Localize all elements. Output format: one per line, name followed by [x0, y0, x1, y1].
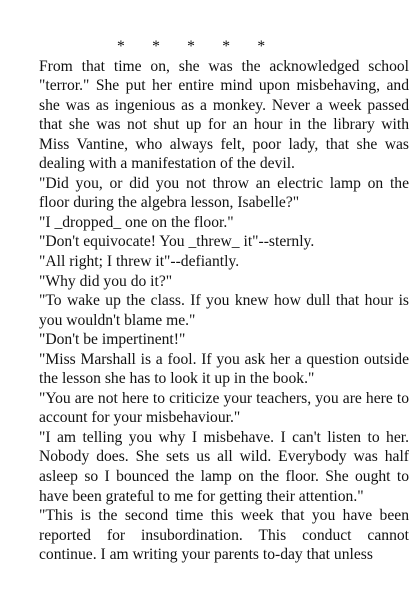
document-page: [39, 37, 409, 565]
dialogue-line: "You are not here to criticize your teachers, you are here to account for your misbehaviour.": [39, 389, 409, 427]
dialogue-line: "To wake up the class. If you knew how dull that hour is you wouldn't blame me.": [39, 292, 409, 329]
dialogue-line: "I am telling you why I misbehave. I can't listen to her. Nobody does. She sets us all wild. Everybody was half asleep so I bounced the lamp on the floor. She ought to have been grateful to me for getting their attention.": [39, 428, 409, 505]
section-separator: * * * * *: [117, 38, 266, 55]
dialogue-line: "Miss Marshall is a fool. If you ask her a question outside the lesson she has to look it up in the book.": [39, 350, 409, 388]
dialogue-line: "Don't be impertinent!": [39, 331, 186, 349]
dialogue-line: "This is the second time this week that you have been reported for insubordination. This conduct cannot continue. I am writing your parents to-day that unless: [39, 507, 409, 564]
dialogue-line: "Did you, or did you not throw an electric lamp on the floor during the algebra lesson, Isabelle?": [39, 174, 409, 212]
dialogue-line: "Don't equivocate! You _threw_ it"--sternly.: [39, 233, 315, 251]
narrative-paragraph: From that time on, she was the acknowledged school "terror." She put her entire mind upon misbehaving, and she was as ingenious as a monkey. Never a week passed that she was not shut up for an hour in the library with Miss Vantine, who always felt, poor lady, that she was dealing with a manifestation of the devil.: [39, 57, 409, 173]
dialogue-line: "Why did you do it?": [39, 272, 173, 290]
dialogue-line: "All right; I threw it"--defiantly.: [39, 253, 240, 271]
dialogue-line: "I _dropped_ one on the floor.": [39, 213, 234, 231]
